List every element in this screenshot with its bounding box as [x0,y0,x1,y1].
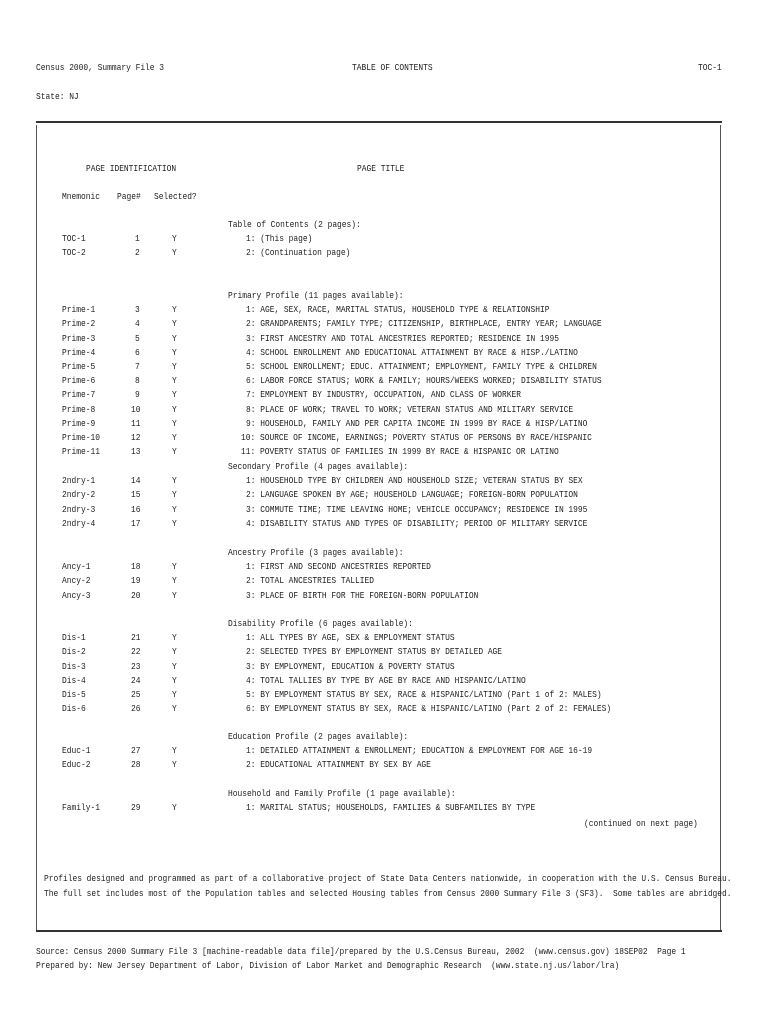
page-number-cell: 25 [131,689,141,700]
selected-cell: Y [172,417,177,429]
page-number-cell: 12 [131,432,141,443]
page-identification-heading: PAGE IDENTIFICATION [86,163,177,174]
selected-cell: Y [172,304,177,316]
mnemonic-cell: 2ndry-4 [62,517,96,529]
selected-cell: Y [172,561,177,573]
mnemonic-cell: Educ-1 [62,745,91,757]
page-number-cell: 8 [135,375,140,387]
selected-cell: Y [172,689,177,700]
selected-cell: Y [172,489,177,501]
section-heading: Household and Family Profile (1 page available): [228,788,456,799]
page-title-cell: 1: HOUSEHOLD TYPE BY CHILDREN AND HOUSEHOLD SIZE; VETERAN STATUS BY SEX [246,475,583,487]
page-number-cell: 13 [131,446,141,458]
mnemonic-cell: Ancy-3 [62,589,91,601]
mnemonic-cell: Prime-8 [62,403,96,415]
page-title-cell: 2: LANGUAGE SPOKEN BY AGE; HOUSEHOLD LANGUAGE; FOREIGN-BORN POPULATION [246,489,578,501]
selected-cell: Y [172,403,177,415]
page-title-cell: 1: ALL TYPES BY AGE, SEX & EMPLOYMENT STATUS [246,632,455,644]
mnemonic-cell: Dis-4 [62,674,86,686]
mnemonic-cell: Educ-2 [62,759,91,771]
selected-cell: Y [172,759,177,771]
selected-heading: Selected? [154,191,197,202]
page-number-cell: 24 [131,674,141,686]
mnemonic-cell: Dis-3 [62,660,86,672]
selected-cell: Y [172,233,177,245]
page-number-cell: 19 [131,575,141,587]
mnemonic-cell: Family-1 [62,802,100,814]
mnemonic-heading: Mnemonic [62,191,100,202]
page-title-cell: 1: (This page) [246,233,313,245]
page-title-cell: 5: SCHOOL ENROLLMENT; EDUC. ATTAINMENT; EMPLOYMENT, FAMILY TYPE & CHILDREN [246,361,597,372]
bottom-border [36,930,722,932]
section-heading: Disability Profile (6 pages available): [228,618,413,629]
mnemonic-cell: 2ndry-3 [62,503,96,515]
page-number-cell: 21 [131,632,141,644]
page-id: TOC-1 [698,62,722,73]
mnemonic-cell: 2ndry-1 [62,475,96,487]
page-number-cell: 18 [131,561,141,573]
page-number-cell: 3 [135,304,140,316]
mnemonic-cell: Ancy-1 [62,561,91,573]
page-number-cell: 27 [131,745,141,757]
page-number-cell: 28 [131,759,141,771]
page-number-cell: 9 [135,389,140,401]
mnemonic-cell: Prime-1 [62,304,96,316]
selected-cell: Y [172,589,177,601]
page-number-cell: 29 [131,802,141,814]
selected-cell: Y [172,802,177,814]
page-title-cell: 2: SELECTED TYPES BY EMPLOYMENT STATUS BY DETAILED AGE [246,646,503,658]
selected-cell: Y [172,575,177,587]
report-source-title: Census 2000, Summary File 3 [36,62,165,73]
page-number-cell: 10 [131,403,141,415]
selected-cell: Y [172,389,177,401]
section-heading: Secondary Profile (4 pages available): [228,461,409,472]
page-number-cell: 20 [131,589,141,601]
page-number-cell: 5 [135,332,140,344]
selected-cell: Y [172,318,177,330]
page-title-cell: 4: SCHOOL ENROLLMENT AND EDUCATIONAL ATTAINMENT BY RACE & HISP./LATINO [246,346,578,358]
page-title-cell: 11: POVERTY STATUS OF FAMILIES IN 1999 BY RACE & HISPANIC OR LATINO [241,446,559,458]
page-title-cell: 8: PLACE OF WORK; TRAVEL TO WORK; VETERAN STATUS AND MILITARY SERVICE [246,403,574,415]
state-label: State: NJ [36,91,79,102]
page-title-cell: 10: SOURCE OF INCOME, EARNINGS; POVERTY STATUS OF PERSONS BY RACE/HISPANIC [241,432,592,443]
mnemonic-cell: Prime-7 [62,389,96,401]
selected-cell: Y [172,646,177,658]
page-title-cell: 4: TOTAL TALLIES BY TYPE BY AGE BY RACE AND HISPANIC/LATINO [246,674,526,686]
page-title-cell: 1: AGE, SEX, RACE, MARITAL STATUS, HOUSEHOLD TYPE & RELATIONSHIP [246,304,550,316]
page-number-cell: 22 [131,646,141,658]
page-title-cell: 2: (Continuation page) [246,247,351,259]
selected-cell: Y [172,517,177,529]
selected-cell: Y [172,375,177,387]
page-title-cell: 3: FIRST ANCESTRY AND TOTAL ANCESTRIES REPORTED; RESIDENCE IN 1995 [246,332,559,344]
page-title-cell: 3: PLACE OF BIRTH FOR THE FOREIGN-BORN POPULATION [246,589,479,601]
right-border [720,125,721,930]
mnemonic-cell: 2ndry-2 [62,489,96,501]
page-title-cell: 2: EDUCATIONAL ATTAINMENT BY SEX BY AGE [246,759,431,771]
selected-cell: Y [172,361,177,372]
page-number-cell: 4 [135,318,140,330]
source-footer: Source: Census 2000 Summary File 3 [machine-readable data file]/prepared by the U.S.Census Bureau, 2002 (www.census.gov) 18SEP02 Page 1 [36,946,686,957]
selected-cell: Y [172,432,177,443]
page-title-cell: 5: BY EMPLOYMENT STATUS BY SEX, RACE & HISPANIC/LATINO (Part 1 of 2: MALES) [246,689,602,700]
page-title-cell: 2: GRANDPARENTS; FAMILY TYPE; CITIZENSHIP, BIRTHPLACE, ENTRY YEAR; LANGUAGE [246,318,602,330]
section-heading: Ancestry Profile (3 pages available): [228,547,404,558]
mnemonic-cell: Dis-5 [62,689,86,700]
selected-cell: Y [172,475,177,487]
page-number-cell: 17 [131,517,141,529]
selected-cell: Y [172,346,177,358]
page-title-cell: 1: DETAILED ATTAINMENT & ENROLLMENT; EDUCATION & EMPLOYMENT FOR AGE 16-19 [246,745,593,757]
page-number-cell: 26 [131,703,141,715]
selected-cell: Y [172,745,177,757]
mnemonic-cell: Prime-4 [62,346,96,358]
mnemonic-cell: Prime-2 [62,318,96,330]
mnemonic-cell: Ancy-2 [62,575,91,587]
selected-cell: Y [172,632,177,644]
collaboration-note: Profiles designed and programmed as part of a collaborative project of State Data Centers nationwide, in cooperation with the U.S. Census Bureau. [44,873,732,884]
page-title-cell: 6: LABOR FORCE STATUS; WORK & FAMILY; HOURS/WEEKS WORKED; DISABILITY STATUS [246,375,602,387]
continued-note: (continued on next page) [584,818,698,829]
selected-cell: Y [172,674,177,686]
page-number-cell: 6 [135,346,140,358]
page-number-cell: 15 [131,489,141,501]
page-number-heading: Page# [117,191,141,202]
mnemonic-cell: Dis-6 [62,703,86,715]
mnemonic-cell: Prime-6 [62,375,96,387]
page-title-cell: 3: COMMUTE TIME; TIME LEAVING HOME; VEHICLE OCCUPANCY; RESIDENCE IN 1995 [246,503,588,515]
selected-cell: Y [172,247,177,259]
selected-cell: Y [172,446,177,458]
mnemonic-cell: Prime-11 [62,446,100,458]
mnemonic-cell: Prime-9 [62,417,96,429]
selected-cell: Y [172,503,177,515]
section-heading: Table of Contents (2 pages): [228,219,361,230]
selected-cell: Y [172,703,177,715]
page-title-cell: 3: BY EMPLOYMENT, EDUCATION & POVERTY STATUS [246,660,455,672]
page-number-cell: 2 [135,247,140,259]
mnemonic-cell: Prime-5 [62,361,96,372]
mnemonic-cell: Dis-2 [62,646,86,658]
mnemonic-cell: TOC-2 [62,247,86,259]
page-title-cell: 4: DISABILITY STATUS AND TYPES OF DISABILITY; PERIOD OF MILITARY SERVICE [246,517,588,529]
top-border [36,121,722,123]
mnemonic-cell: TOC-1 [62,233,86,245]
page-title-heading: PAGE TITLE [357,163,405,174]
page-number-cell: 7 [135,361,140,372]
page-title-cell: 1: FIRST AND SECOND ANCESTRIES REPORTED [246,561,431,573]
section-heading: Education Profile (2 pages available): [228,731,409,742]
page-title-cell: 9: HOUSEHOLD, FAMILY AND PER CAPITA INCOME IN 1999 BY RACE & HISP/LATINO [246,417,588,429]
page-title-cell: 2: TOTAL ANCESTRIES TALLIED [246,575,375,587]
coverage-note: The full set includes most of the Population tables and selected Housing tables from Census 2000 Summary File 3 (SF3). Some tables are abridged. [44,888,732,899]
section-heading: Primary Profile (11 pages available): [228,290,404,301]
selected-cell: Y [172,660,177,672]
page-number-cell: 16 [131,503,141,515]
page-title-cell: 7: EMPLOYMENT BY INDUSTRY, OCCUPATION, AND CLASS OF WORKER [246,389,522,401]
page-number-cell: 11 [131,417,141,429]
page-title-cell: 1: MARITAL STATUS; HOUSEHOLDS, FAMILIES & SUBFAMILIES BY TYPE [246,802,536,814]
report-title: TABLE OF CONTENTS [352,62,433,73]
page-number-cell: 14 [131,475,141,487]
left-border [36,125,37,930]
mnemonic-cell: Prime-10 [62,432,100,443]
prepared-by-footer: Prepared by: New Jersey Department of Labor, Division of Labor Market and Demographic Research (www.state.nj.us/labor/lra) [36,960,620,971]
mnemonic-cell: Dis-1 [62,632,86,644]
mnemonic-cell: Prime-3 [62,332,96,344]
page-number-cell: 1 [135,233,140,245]
page-number-cell: 23 [131,660,141,672]
selected-cell: Y [172,332,177,344]
page-title-cell: 6: BY EMPLOYMENT STATUS BY SEX, RACE & HISPANIC/LATINO (Part 2 of 2: FEMALES) [246,703,612,715]
